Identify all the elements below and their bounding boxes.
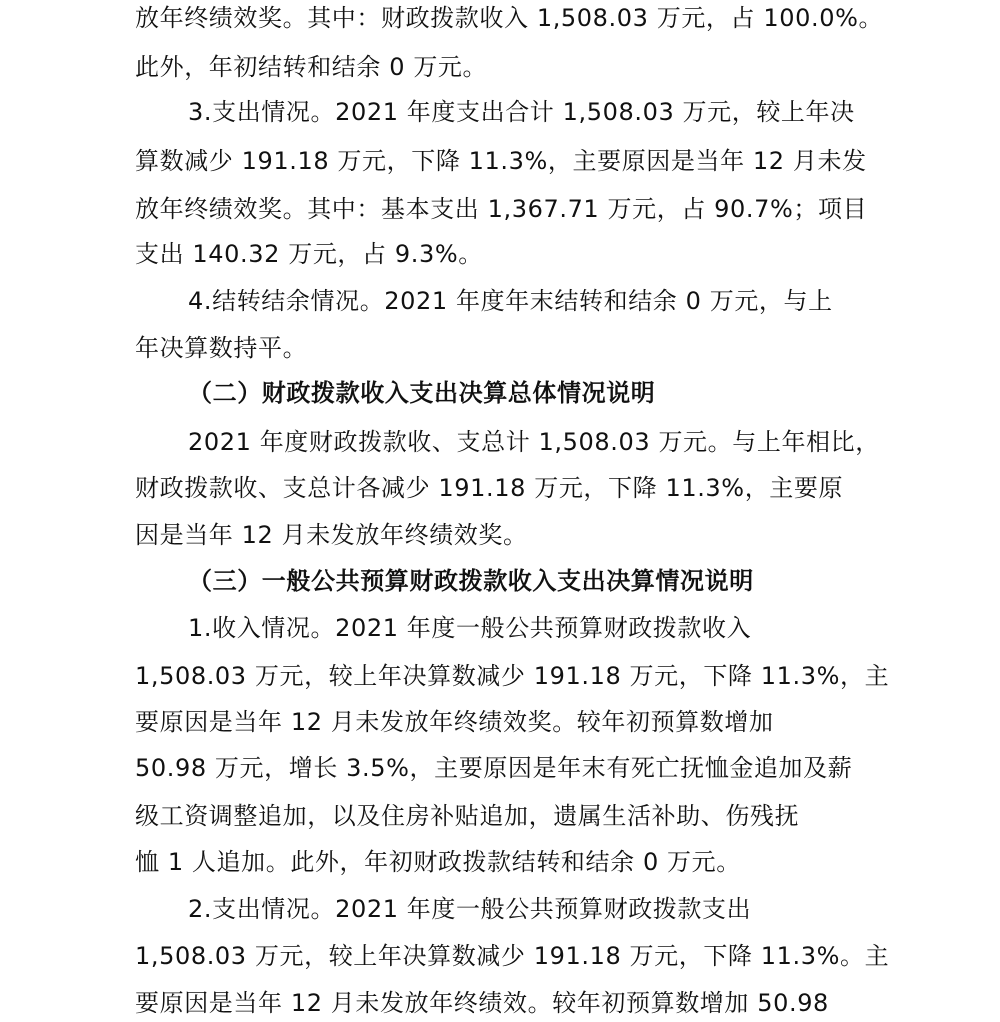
text-line: 要原因是当年 12 月未发放年终绩效奖。较年初预算数增加 — [135, 708, 774, 736]
text-line: 年决算数持平。 — [135, 334, 308, 362]
text-line: 级工资调整追加，以及住房补贴追加，遗属生活补助、伤残抚 — [135, 802, 800, 830]
paragraph-start-line: 1.收入情况。2021 年度一般公共预算财政拨款收入 — [188, 614, 752, 642]
text-line: 因是当年 12 月未发放年终绩效奖。 — [135, 521, 528, 549]
text-line: 放年终绩效奖。其中：财政拨款收入 1,508.03 万元，占 100.0%。 — [135, 4, 884, 32]
paragraph-start-line: 2.支出情况。2021 年度一般公共预算财政拨款支出 — [188, 895, 752, 923]
text-line: 支出 140.32 万元，占 9.3%。 — [135, 240, 483, 268]
text-line: 要原因是当年 12 月未发放年终绩效。较年初预算数增加 50.98 — [135, 989, 829, 1017]
paragraph-start-line: 2021 年度财政拨款收、支总计 1,508.03 万元。与上年相比， — [188, 428, 880, 456]
paragraph-start-line: 4.结转结余情况。2021 年度年末结转和结余 0 万元，与上 — [188, 287, 833, 315]
text-line: 财政拨款收、支总计各减少 191.18 万元，下降 11.3%，主要原 — [135, 474, 844, 502]
text-line: 50.98 万元，增长 3.5%，主要原因是年末有死亡抚恤金追加及薪 — [135, 754, 853, 782]
paragraph-start-line: 3.支出情况。2021 年度支出合计 1,508.03 万元，较上年决 — [188, 98, 855, 126]
section-heading: （三）一般公共预算财政拨款收入支出决算情况说明 — [188, 567, 754, 595]
text-line: 算数减少 191.18 万元，下降 11.3%，主要原因是当年 12 月未发 — [135, 147, 867, 175]
text-line: 此外，年初结转和结余 0 万元。 — [135, 53, 488, 81]
text-line: 恤 1 人追加。此外，年初财政拨款结转和结余 0 万元。 — [135, 848, 741, 876]
section-heading: （二）财政拨款收入支出决算总体情况说明 — [188, 379, 656, 407]
text-line: 1,508.03 万元，较上年决算数减少 191.18 万元，下降 11.3%。主 — [135, 942, 890, 970]
text-line: 放年终绩效奖。其中：基本支出 1,367.71 万元，占 90.7%；项目 — [135, 195, 868, 223]
text-line: 1,508.03 万元，较上年决算数减少 191.18 万元，下降 11.3%，主 — [135, 662, 890, 690]
